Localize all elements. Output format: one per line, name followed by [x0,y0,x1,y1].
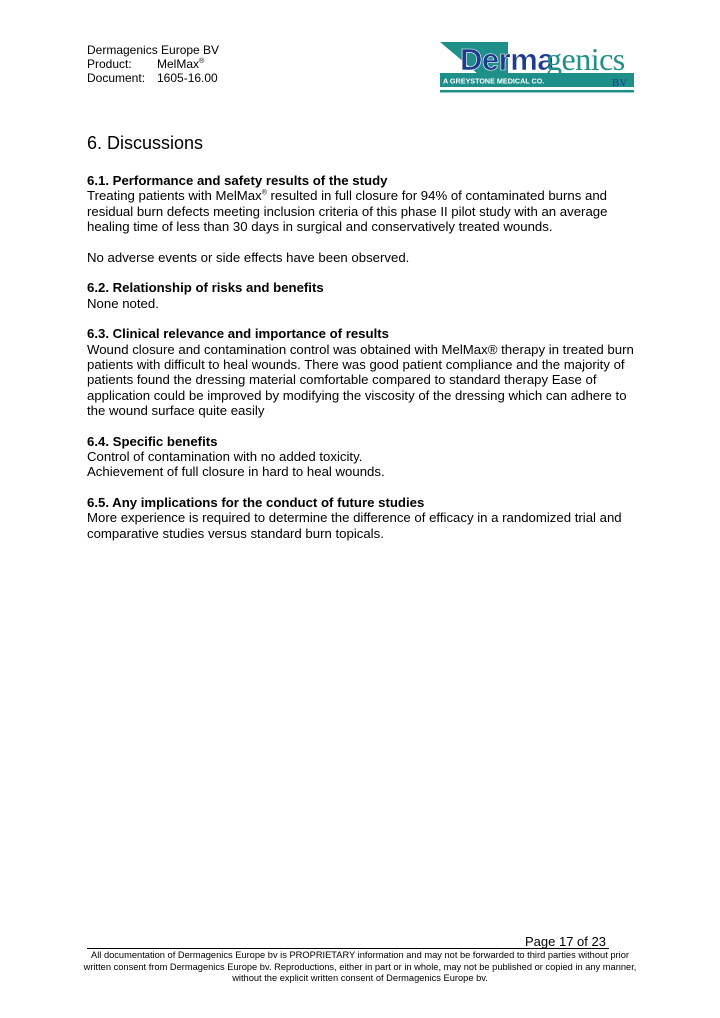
document-label: Document: [87,71,146,85]
section-6-4 [87,434,637,480]
document-header [87,43,219,85]
section-6-3 [87,326,637,418]
section-paragraph: None noted. [87,295,159,311]
section-heading: 6.5. Any implications for the conduct of future studies [87,494,425,510]
logo-word-rest: genics [546,41,625,77]
registered-mark: ® [261,190,267,198]
registered-mark: ® [199,58,205,65]
discussion-body [87,173,637,556]
section-line: Achievement of full closure in hard to heal wounds. [87,464,385,480]
logo-underline [440,90,634,93]
section-paragraph [87,188,637,234]
paragraph-start: Treating patients with MelMax [87,188,262,204]
section-6-1 [87,173,637,265]
dermagenics-logo [438,40,636,94]
section-paragraph: More experience is required to determine the difference of efficacy in a randomized trial and comparative studies versus standard burn topicals. [87,510,622,541]
company-name: Dermagenics Europe BV [87,43,220,57]
logo-word-bold: Derma [460,42,554,77]
section-heading: 6.3. Clinical relevance and importance of results [87,326,389,342]
footer-divider [87,948,609,949]
product-value [157,57,204,71]
section-6-2 [87,280,637,311]
company-line [87,43,219,57]
section-paragraph: Wound closure and contamination control was obtained with MelMax® therapy in treated burn patients with difficult to heal wounds. There was good patient compliance and the majority of patients found the dressing material comfortable compared to standard therapy Ease of application could be improved by modifying the viscosity of the dressing which can adhere to the wound surface quite easily [87,341,634,419]
section-heading: 6.4. Specific benefits [87,433,218,449]
product-name: MelMax [157,57,200,71]
document-line [87,71,219,85]
page-title: 6. Discussions [87,133,204,153]
logo-suffix: BV [612,77,628,89]
logo-tagline: A GREYSTONE MEDICAL CO. [443,76,545,86]
product-label: Product: [87,57,132,71]
paragraph-rest: resulted in full closure for 94% of contaminated burns and residual burn defects meeting inclusion criteria of this phase II pilot study with an average healing time of less than 30 days in surgical and conservatively treated wounds. [87,188,608,235]
product-line [87,57,219,71]
section-line: Control of contamination with no added toxicity. [87,449,363,465]
page-number: Page 17 of 23 [525,934,606,949]
section-heading: 6.1. Performance and safety results of the study [87,173,388,188]
document-number: 1605-16.00 [157,71,218,85]
section-6-5 [87,495,637,541]
section-heading: 6.2. Relationship of risks and benefits [87,280,324,296]
proprietary-notice: All documentation of Dermagenics Europe bv is PROPRIETARY information and may not be forwarded to third parties without prior written consent from Dermagenics Europe bv. Reproductions, either in part or in whole, may not be published or copied in any manner, without the explicit written consent of Dermagenics Europe bv. [83,950,637,983]
section-paragraph: No adverse events or side effects have been observed. [87,250,410,266]
